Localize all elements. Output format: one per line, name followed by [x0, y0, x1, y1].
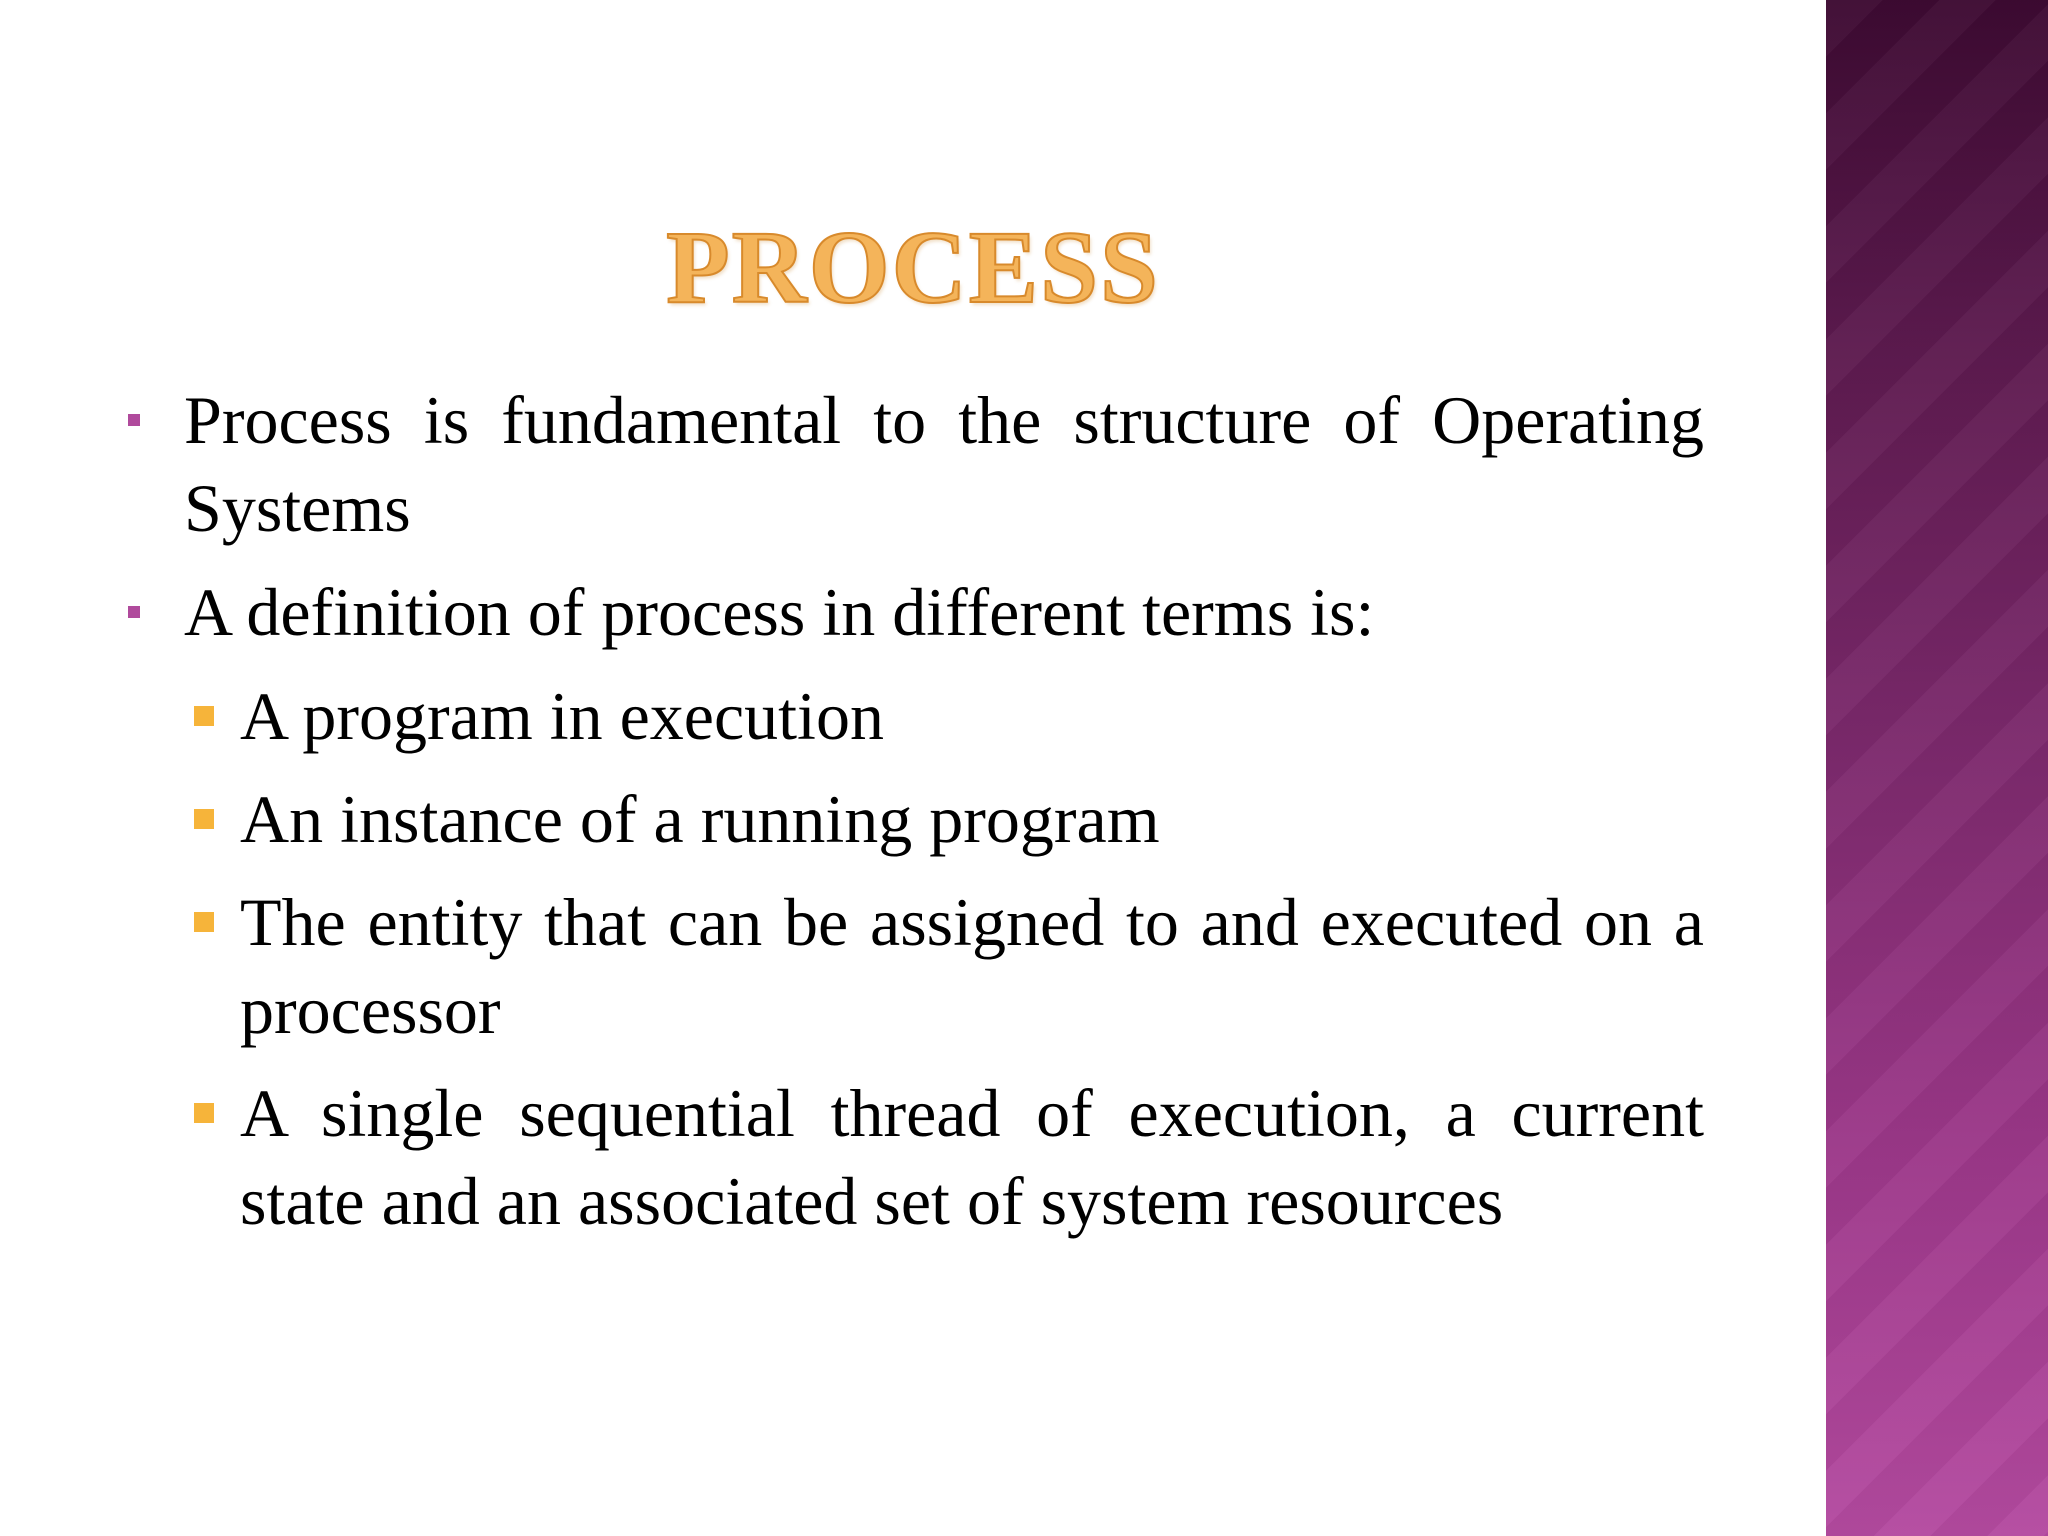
sub-bullet-item	[120, 775, 1704, 863]
bullet-item	[120, 568, 1704, 656]
sub-bullet-text: An instance of a running program	[240, 781, 1160, 857]
square-bullet-icon	[194, 809, 214, 829]
decorative-side-band	[1826, 0, 2048, 1536]
sub-bullet-item	[120, 672, 1704, 760]
bullet-list	[120, 376, 1704, 1260]
square-bullet-icon	[194, 912, 214, 932]
bullet-item	[120, 376, 1704, 552]
square-bullet-icon	[194, 1103, 214, 1123]
sub-bullet-text: The entity that can be assigned to and executed on a processor	[240, 884, 1704, 1048]
sub-bullet-text: A program in execution	[240, 678, 884, 754]
sub-bullet-item	[120, 878, 1704, 1054]
sub-bullet-item	[120, 1069, 1704, 1245]
sub-bullet-text: A single sequential thread of execution, a current state and an associated set of system resources	[240, 1075, 1704, 1239]
bullet-text: A definition of process in different terms is:	[184, 574, 1375, 650]
square-bullet-icon	[128, 414, 140, 426]
slide-title: PROCESS	[666, 210, 1160, 325]
square-bullet-icon	[194, 706, 214, 726]
square-bullet-icon	[128, 606, 140, 618]
bullet-text: Process is fundamental to the structure of Operating Systems	[184, 382, 1704, 546]
